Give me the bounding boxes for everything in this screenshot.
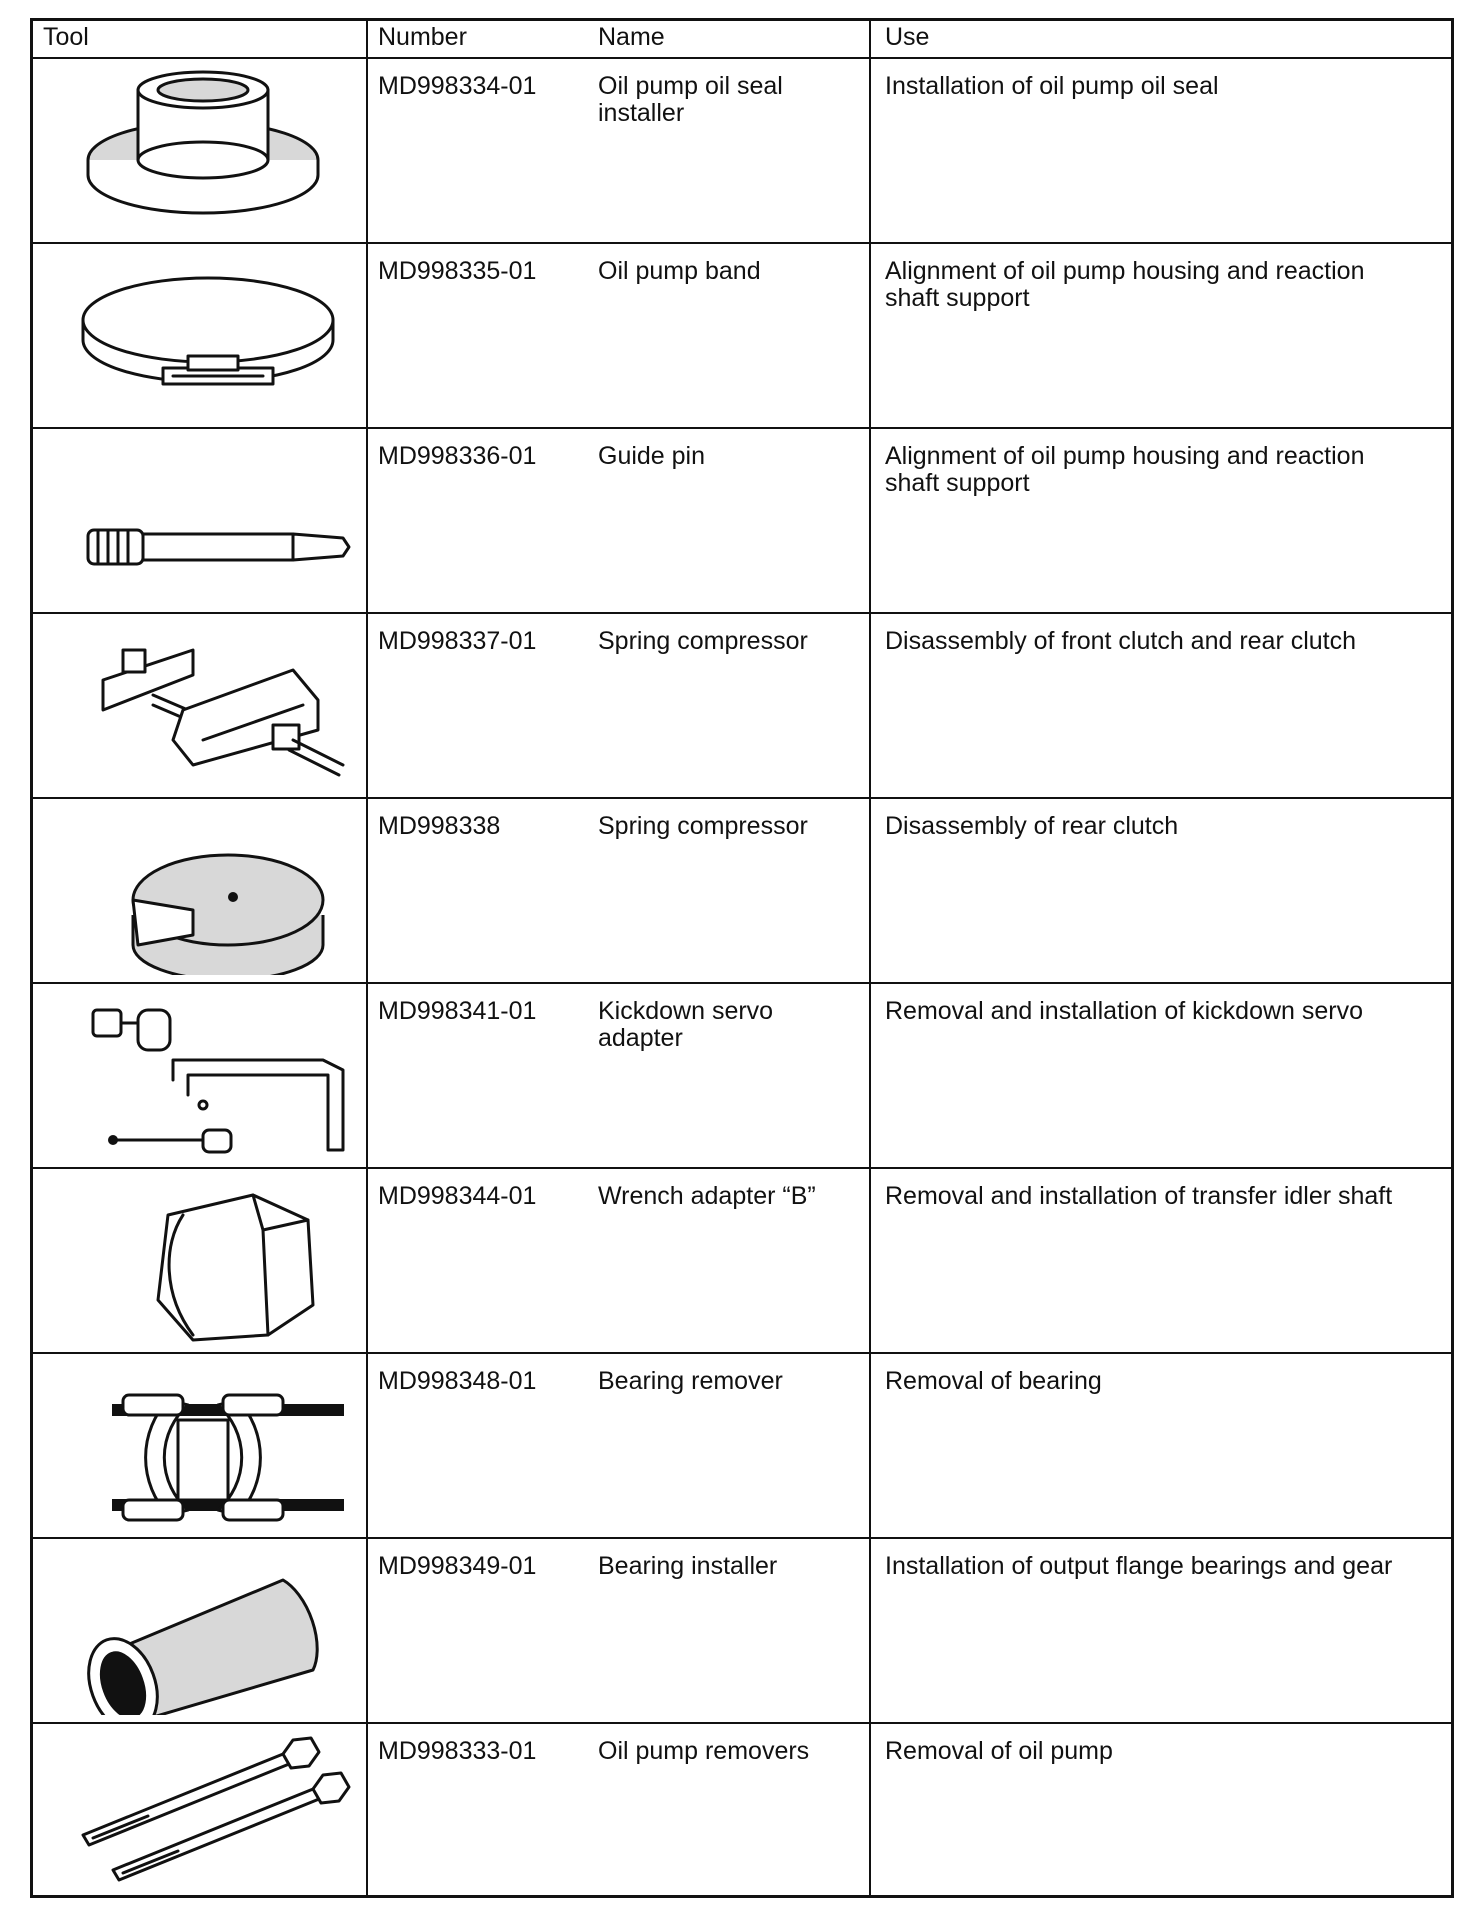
tool-use: Removal of bearing <box>885 1367 1102 1395</box>
tool-name: Bearing installer <box>598 1552 778 1580</box>
table-row <box>33 1354 1451 1539</box>
table-row <box>33 984 1451 1169</box>
tool-name: Wrench adapter “B” <box>598 1182 816 1210</box>
table-header-row <box>33 21 1451 59</box>
tool-number: MD998334-01 <box>378 72 537 100</box>
tool-name: Guide pin <box>598 442 706 470</box>
tool-use: Alignment of oil pump housing and reaction shaft support <box>885 257 1365 312</box>
pump-band-icon <box>53 250 353 420</box>
bearing-remover-icon <box>53 1360 353 1530</box>
tool-name: Oil pump oil seal installer <box>598 72 783 127</box>
hex-wrench-adapter-icon <box>53 1175 353 1345</box>
special-tools-table <box>30 18 1454 1898</box>
tool-use: Disassembly of front clutch and rear clutch <box>885 627 1357 655</box>
tool-number: MD998348-01 <box>378 1367 537 1395</box>
tool-name: Kickdown servo adapter <box>598 997 774 1052</box>
tool-use: Installation of oil pump oil seal <box>885 72 1219 100</box>
tool-use: Removal and installation of transfer idler shaft <box>885 1182 1393 1210</box>
tool-use: Removal of oil pump <box>885 1737 1113 1765</box>
tool-number: MD998333-01 <box>378 1737 537 1765</box>
header-name: Name <box>598 23 665 51</box>
table-row <box>33 1724 1451 1901</box>
table-row <box>33 1169 1451 1354</box>
tool-name: Oil pump band <box>598 257 761 285</box>
tool-number: MD998349-01 <box>378 1552 537 1580</box>
kickdown-servo-adapter-icon <box>53 990 353 1160</box>
tool-use: Installation of output flange bearings and gear <box>885 1552 1393 1580</box>
tool-number: MD998337-01 <box>378 627 537 655</box>
spring-compressor-plate-icon <box>53 805 353 975</box>
table-row <box>33 1539 1451 1724</box>
bearing-installer-icon <box>53 1545 353 1715</box>
oil-seal-installer-icon <box>53 65 353 235</box>
tool-name: Spring compressor <box>598 627 808 655</box>
oil-pump-removers-icon <box>53 1730 353 1900</box>
table-row <box>33 59 1451 244</box>
table-row <box>33 244 1451 429</box>
tool-use: Removal and installation of kickdown servo <box>885 997 1364 1025</box>
guide-pin-icon <box>53 435 353 605</box>
tool-number: MD998341-01 <box>378 997 537 1025</box>
tool-number: MD998338 <box>378 812 501 840</box>
tool-name: Oil pump removers <box>598 1737 810 1765</box>
table-row <box>33 799 1451 984</box>
header-number: Number <box>378 23 467 51</box>
table-row <box>33 429 1451 614</box>
tool-use: Alignment of oil pump housing and reaction shaft support <box>885 442 1365 497</box>
table-row <box>33 614 1451 799</box>
tool-number: MD998336-01 <box>378 442 537 470</box>
header-tool: Tool <box>43 23 89 51</box>
tool-name: Bearing remover <box>598 1367 783 1395</box>
tool-number: MD998335-01 <box>378 257 537 285</box>
header-use: Use <box>885 23 930 51</box>
tool-name: Spring compressor <box>598 812 808 840</box>
spring-compressor-clamp-icon <box>53 620 353 790</box>
tool-number: MD998344-01 <box>378 1182 537 1210</box>
tool-use: Disassembly of rear clutch <box>885 812 1179 840</box>
